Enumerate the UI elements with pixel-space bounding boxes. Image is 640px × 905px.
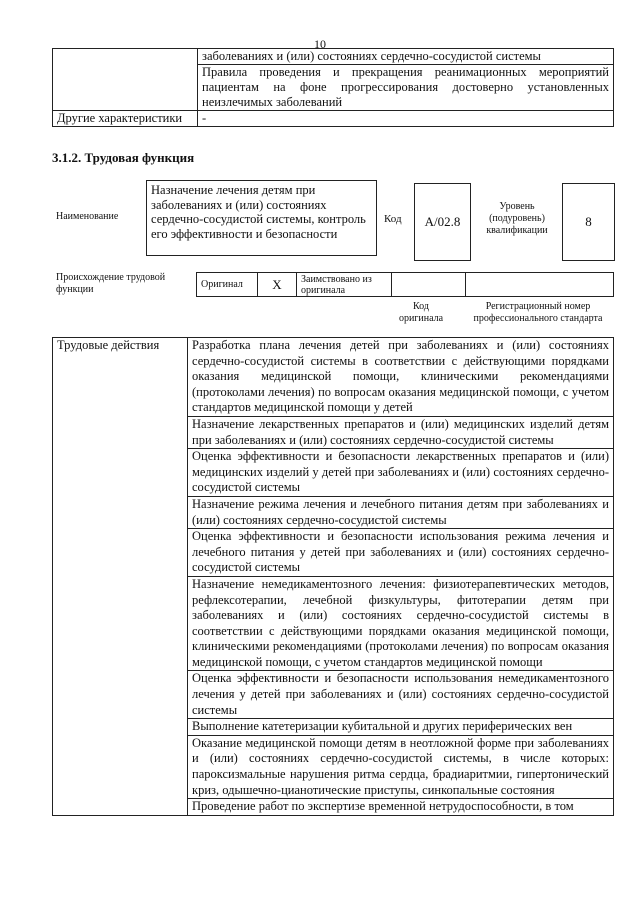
borrowed-label: Заимствовано из оригинала <box>297 273 392 297</box>
level-value-box: 8 <box>562 183 615 261</box>
labor-action-item: Назначение режима лечения и лечебного питания детям при заболеваниях и (или) состояниях сердечно-сосудистой системы <box>188 496 614 528</box>
labor-action-item: Оказание медицинской помощи детям в неотложной форме при заболеваниях и (или) состояниях сердечно-сосудистой системы, в числе которых: пароксизмальные нарушения ритма сердца, брадиаритмии, гипертонический криз, одышечно-цианотические приступы, синкопальные состояния <box>188 735 614 798</box>
function-name-box: Назначение лечения детям при заболеваниях и (или) состояниях сердечно-сосудистой системы, контроль его эффективности и безопасности <box>146 180 377 256</box>
code-value-box: A/02.8 <box>414 183 471 261</box>
code-original-cell <box>392 273 466 297</box>
labor-action-item: Оценка эффективности и безопасности использования режима лечения и лечебного питания у детей при заболеваниях и (или) состояниях сердечно-сосудистой системы <box>188 529 614 577</box>
labor-action-item: Проведение работ по экспертизе временной нетрудоспособности, в том <box>188 799 614 816</box>
reg-number-cell <box>466 273 614 297</box>
labor-action-item: Оценка эффективности и безопасности лекарственных препаратов и (или) медицинских изделий у детей при заболеваниях и (или) состояниях сердечно-сосудистой системы <box>188 449 614 497</box>
origin-table <box>196 272 614 297</box>
labor-action-item: Назначение лекарственных препаратов и (или) медицинских изделий детям при заболеваниях и (или) состояниях сердечно-сосудистой системы <box>188 416 614 448</box>
knowledge-item: заболеваниях и (или) состояниях сердечно-сосудистой системы <box>198 49 614 65</box>
knowledge-item: Правила проведения и прекращения реанимационных мероприятий пациентам на фоне прогрессирования достоверно установленных неизлечимых заболеваний <box>198 65 614 111</box>
section-title: 3.1.2. Трудовая функция <box>52 150 195 165</box>
other-characteristics-label: Другие характеристики <box>53 111 198 127</box>
naming-label: Наименование <box>56 211 119 222</box>
labor-actions-table <box>52 337 614 816</box>
code-original-label: Код оригинала <box>398 301 444 324</box>
top-continuation-table <box>52 48 614 127</box>
origin-label: Происхождение трудовой функции <box>56 272 166 295</box>
original-mark: X <box>258 273 297 297</box>
page-number: 10 <box>314 37 326 51</box>
other-characteristics-value: - <box>198 111 614 127</box>
labor-action-item: Выполнение катетеризации кубитальной и других периферических вен <box>188 719 614 736</box>
labor-actions-label: Трудовые действия <box>53 338 188 816</box>
labor-action-item: Разработка плана лечения детей при заболеваниях и (или) состояниях сердечно-сосудистой системы в соответствии с действующими порядками оказания медицинской помощи, клиническими рекомендациями (протоколами лечения) по вопросам оказания медицинской помощи, с учетом стандартов медицинской помощи у детей <box>188 338 614 417</box>
labor-action-item: Оценка эффективности и безопасности использования немедикаментозного лечения у детей при заболеваниях и (или) состояниях сердечно-сосудистой системы <box>188 671 614 719</box>
reg-number-label: Регистрационный номер профессионального стандарта <box>473 301 603 324</box>
labor-action-item: Назначение немедикаментозного лечения: физиотерапевтических методов, рефлексотерапии, лечебной физкультуры, фитотерапии детям при заболеваниях и (или) состояниях сердечно-сосудистой системы в соответствии с действующими порядками оказания медицинской помощи, клиническими рекомендациями (протоколами лечения) по вопросам оказания медицинской помощи, с учетом стандартов медицинской помощи <box>188 576 614 671</box>
original-label: Оригинал <box>197 273 258 297</box>
empty-cell <box>53 49 198 111</box>
level-label: Уровень (подуровень) квалификации <box>486 201 548 236</box>
code-label: Код <box>384 213 402 225</box>
